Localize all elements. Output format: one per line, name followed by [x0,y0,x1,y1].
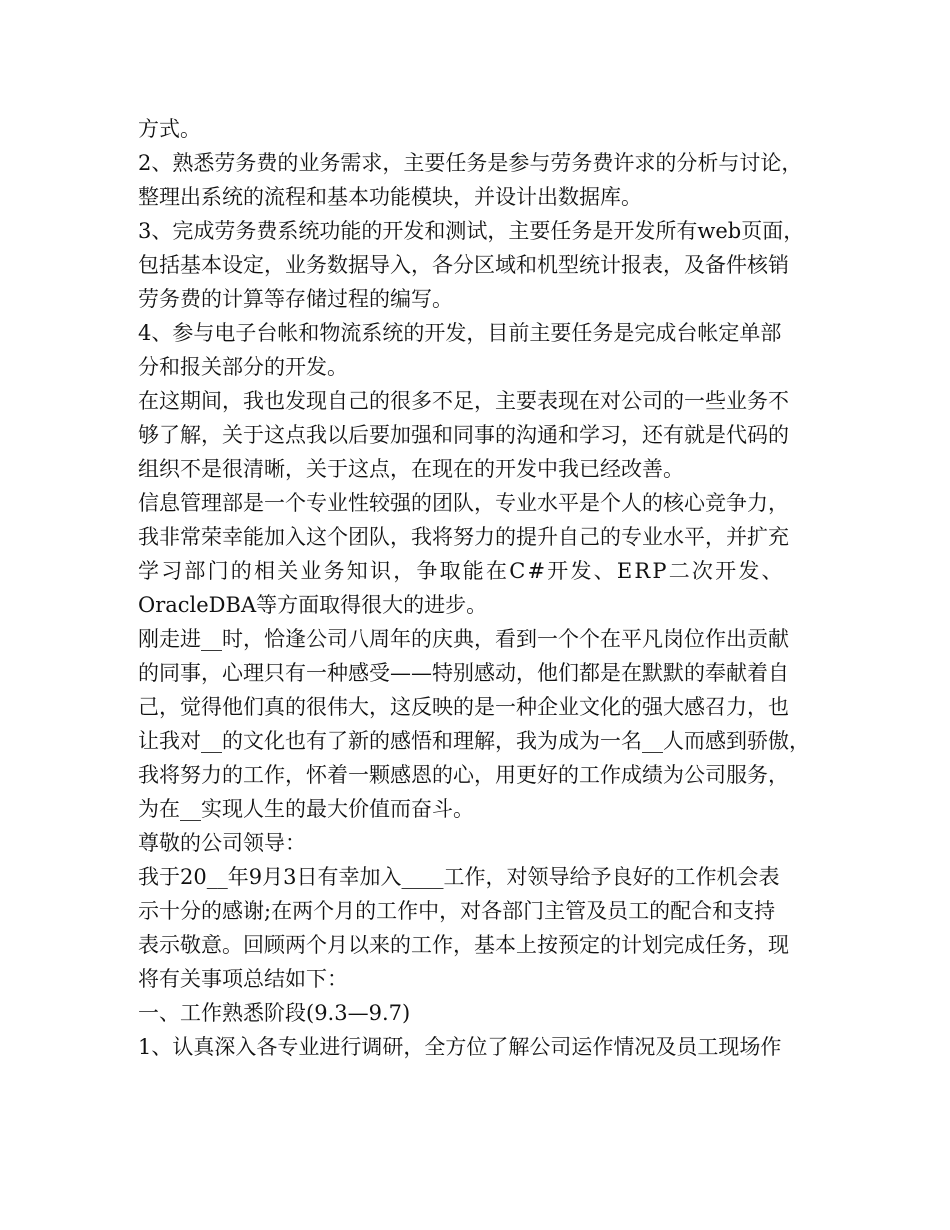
text-line: 我于20__年9月3日有幸加入____工作，对领导给予良好的工作机会表 [138,865,780,889]
text-line: 4、参与电子台帐和物流系统的开发，目前主要任务是完成台帐定单部 [138,321,782,345]
text-line: 让我对__的文化也有了新的感悟和理解，我为成为一名__人而感到骄傲， [138,729,810,753]
text-line: 1、认真深入各专业进行调研，全方位了解公司运作情况及员工现场作 [138,1035,782,1059]
text-line: 将有关事项总结如下： [138,967,348,991]
text-line: 3、完成劳务费系统功能的开发和测试，主要任务是开发所有web页面， [138,219,805,243]
text-line: 方式。 [138,117,201,141]
text-line: 学习部门的相关业务知识，争取能在C#开发、ERP二次开发、 [138,559,785,583]
text-line: 我非常荣幸能加入这个团队，我将努力的提升自己的专业水平，并扩充 [138,525,789,549]
text-line: 够了解，关于这点我以后要加强和同事的沟通和学习，还有就是代码的 [138,423,789,447]
text-line: 整理出系统的流程和基本功能模块，并设计出数据库。 [138,185,642,209]
text-line: 尊敬的公司领导： [138,831,306,855]
text-line: 己，觉得他们真的很伟大，这反映的是一种企业文化的强大感召力，也 [138,695,789,719]
text-line: 刚走进__时，恰逢公司八周年的庆典，看到一个个在平凡岗位作出贡献 [138,627,789,651]
text-line: 信息管理部是一个专业性较强的团队，专业水平是个人的核心竞争力， [138,491,789,515]
body-text [138,112,828,1064]
text-line: 示十分的感谢;在两个月的工作中，对各部门主管及员工的配合和支持 [138,899,776,923]
text-line: 组织不是很清晰，关于这点，在现在的开发中我已经改善。 [138,457,684,481]
text-line: 分和报关部分的开发。 [138,355,348,379]
text-line: 我将努力的工作，怀着一颗感恩的心，用更好的工作成绩为公司服务， [138,763,789,787]
text-line: 一、工作熟悉阶段(9.3—9.7) [138,1001,411,1025]
text-line: 为在__实现人生的最大价值而奋斗。 [138,797,474,821]
text-line: 在这期间，我也发现自己的很多不足，主要表现在对公司的一些业务不 [138,389,789,413]
text-line: 2、熟悉劳务费的业务需求，主要任务是参与劳务费许求的分析与讨论， [138,151,803,175]
text-line: OracleDBA等方面取得很大的进步。 [138,593,488,617]
text-line: 的同事，心理只有一种感受——特别感动，他们都是在默默的奉献着自 [138,661,789,685]
text-line: 劳务费的计算等存储过程的编写。 [138,287,453,311]
text-line: 包括基本设定，业务数据导入，各分区域和机型统计报表，及备件核销 [138,253,789,277]
text-line: 表示敬意。回顾两个月以来的工作，基本上按预定的计划完成任务，现 [138,933,789,957]
